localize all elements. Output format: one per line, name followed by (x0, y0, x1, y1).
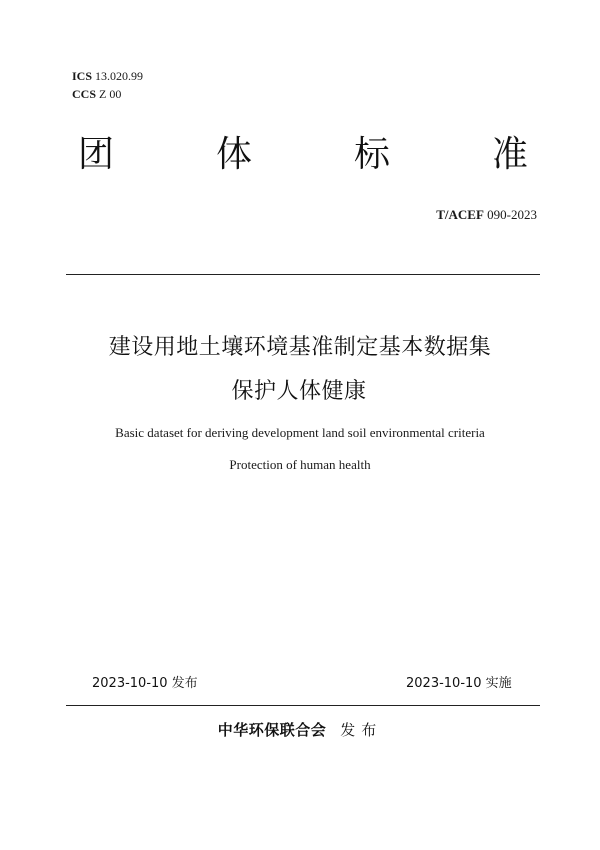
ccs-label: CCS (72, 87, 97, 101)
standard-type-char: 团 (78, 134, 115, 175)
issue-date: 2023-10-10 发布 (92, 676, 198, 691)
ccs-classification (72, 87, 121, 101)
publisher-line (0, 720, 600, 740)
standard-type-char: 标 (353, 134, 390, 175)
standard-number-prefix: T/ACEF (436, 207, 484, 222)
standard-type-char: 准 (491, 134, 528, 175)
standard-type-char: 体 (215, 134, 252, 175)
implementation-date: 2023-10-10 实施 (406, 676, 512, 691)
title-english-line-1: Basic dataset for deriving development land soil environmental criteria (115, 425, 485, 440)
title-chinese-line-1: 建设用地土壤环境基准制定基本数据集 (108, 335, 492, 360)
standard-type-heading (78, 133, 528, 177)
ics-label: ICS (72, 69, 93, 83)
publisher-organization: 中华环保联合会 (217, 721, 327, 739)
ics-classification (72, 69, 143, 83)
standard-number (436, 207, 537, 223)
standard-number-code: 090-2023 (487, 207, 537, 222)
title-chinese-line-2: 保护人体健康 (231, 379, 367, 404)
publisher-action: 发布 (340, 721, 383, 739)
title-english-line-2: Protection of human health (229, 457, 371, 472)
top-divider (66, 274, 540, 275)
ics-code: 13.020.99 (95, 69, 144, 83)
bottom-divider (66, 705, 540, 706)
ccs-code: Z 00 (99, 87, 122, 101)
